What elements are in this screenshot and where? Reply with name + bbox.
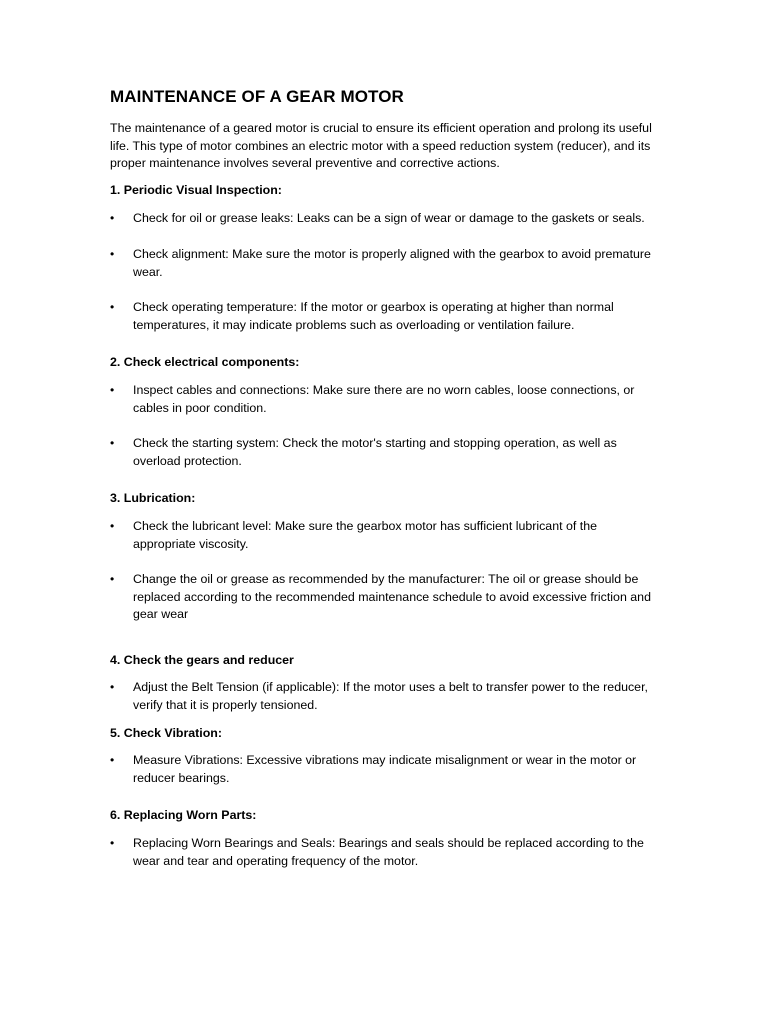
bullet-list-electrical [110, 382, 662, 470]
section-heading-vibration: 5. Check Vibration: [110, 725, 223, 740]
list-item-text: Change the oil or grease as recommended by the manufacturer: The oil or grease should be replaced according to the recommended maintenance schedule to avoid excessive friction and gear wear [133, 572, 651, 622]
bullet-list-gears-reducer [110, 679, 662, 714]
list-item [110, 382, 662, 417]
list-item [110, 210, 662, 228]
bullet-icon: • [110, 246, 115, 261]
list-item [110, 299, 662, 334]
section-heading-worn-parts: 6. Replacing Worn Parts: [110, 808, 257, 823]
list-item-text: Inspect cables and connections: Make sure there are no worn cables, loose connections, or cables in poor condition. [133, 382, 635, 415]
section-heading-visual-inspection: 1. Periodic Visual Inspection: [110, 182, 282, 197]
list-item-text: Check alignment: Make sure the motor is properly aligned with the gearbox to avoid premature wear. [133, 246, 651, 279]
bullet-icon: • [110, 836, 115, 851]
intro-paragraph: The maintenance of a geared motor is crucial to ensure its efficient operation and prolong its useful life. This type of motor combines an electric motor with a speed reduction system (reducer), and its proper maintenance involves several preventive and corrective actions. [110, 121, 652, 171]
document-title: MAINTENANCE OF A GEAR MOTOR [110, 87, 404, 106]
list-item [110, 835, 662, 870]
list-item-text: Check operating temperature: If the motor or gearbox is operating at higher than normal temperatures, it may indicate problems such as overloading or ventilation failure. [133, 300, 614, 332]
list-item [110, 679, 662, 714]
list-item-text: Check for oil or grease leaks: Leaks can be a sign of wear or damage to the gaskets or seals. [133, 211, 645, 226]
list-item [110, 435, 662, 470]
list-item-text: Adjust the Belt Tension (if applicable): If the motor uses a belt to transfer power to the reducer, verify that it is properly tensioned. [133, 680, 648, 713]
document-page [110, 86, 662, 870]
bullet-icon: • [110, 518, 115, 533]
list-item-text: Check the starting system: Check the motor's starting and stopping operation, as well as overload protection. [133, 436, 617, 468]
bullet-icon: • [110, 436, 115, 451]
list-item-text: Replacing Worn Bearings and Seals: Bearings and seals should be replaced according to the wear and tear and operating frequency of the motor. [133, 836, 644, 868]
list-item-text: Check the lubricant level: Make sure the gearbox motor has sufficient lubricant of the appropriate viscosity. [133, 518, 597, 551]
section-heading-electrical: 2. Check electrical components: [110, 355, 300, 370]
bullet-icon: • [110, 572, 115, 587]
list-item [110, 246, 662, 281]
bullet-list-lubrication [110, 518, 662, 624]
bullet-list-vibration [110, 752, 662, 787]
bullet-icon: • [110, 382, 115, 397]
bullet-list-visual-inspection [110, 210, 662, 334]
bullet-icon: • [110, 300, 115, 315]
bullet-icon: • [110, 680, 115, 695]
list-item [110, 571, 662, 624]
bullet-icon: • [110, 753, 115, 768]
bullet-icon: • [110, 211, 115, 226]
list-item-text: Measure Vibrations: Excessive vibrations may indicate misalignment or wear in the motor or reducer bearings. [133, 753, 637, 785]
list-item [110, 752, 662, 787]
bullet-list-worn-parts [110, 835, 662, 870]
list-item [110, 518, 662, 553]
section-heading-gears-reducer: 4. Check the gears and reducer [110, 652, 294, 667]
section-heading-lubrication: 3. Lubrication: [110, 491, 196, 506]
